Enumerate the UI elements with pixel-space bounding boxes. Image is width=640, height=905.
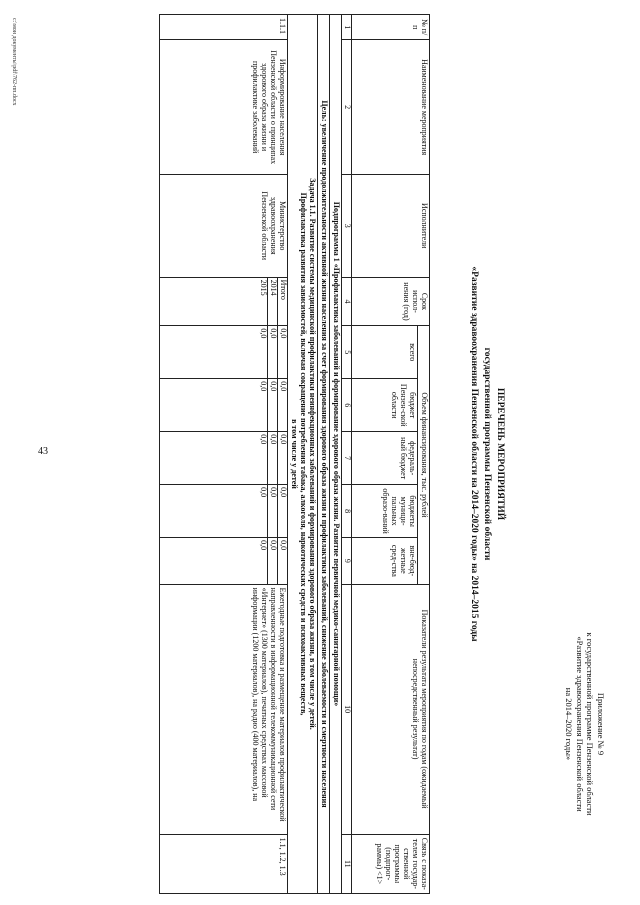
value-cell: 0,0	[277, 538, 287, 584]
value-cell: 0,0	[267, 326, 277, 378]
value-cell: 0,0	[277, 485, 287, 537]
header-name: Наименование мероприятия	[352, 40, 430, 174]
rotated-page	[0, 14, 614, 894]
header-offbudget: вне-бюд-жетные сред-ства	[352, 538, 418, 585]
value-cell: 0,0	[259, 540, 269, 551]
task-line: в том числе у детей	[290, 419, 300, 489]
row-num: 1.1.1	[160, 15, 288, 40]
header-term: Срок испол-нения (год)	[352, 277, 430, 326]
value-cell: 0,0	[259, 487, 269, 498]
subprogram-row	[330, 15, 342, 894]
task-text	[288, 15, 318, 894]
appendix-line: на 2014–2020 годы»	[564, 687, 575, 761]
appendix-line: к государственной программе Пензенской области	[585, 632, 596, 816]
heading-title: ПЕРЕЧЕНЬ МЕРОПРИЯТИЙ	[495, 387, 505, 521]
header-total: всего	[352, 326, 418, 379]
goal-row	[318, 15, 330, 894]
row-link: 1.1, 1.2, 1.3	[160, 834, 288, 893]
header-regional: бюджет Пензен-ской области	[352, 379, 418, 432]
column-number: 2	[342, 40, 352, 174]
task-row	[288, 15, 318, 894]
header-executors: Исполнители	[352, 174, 430, 277]
value-cell: 0,0	[267, 485, 277, 537]
value-cell: 0,0	[259, 381, 269, 392]
header-num: № п/п	[352, 15, 430, 40]
header-funding: Объем финансирования, тыс. рублей	[418, 326, 430, 584]
heading-subtitle: «Развитие здравоохранения Пензенской области на 2014–2020 годы» на 2014–2015 годы	[469, 266, 480, 642]
row-offbudget	[160, 538, 288, 585]
file-path-footer: c:\мои документы\pdf\762-пп.docx	[11, 18, 17, 106]
row-federal	[160, 432, 288, 485]
row-executor: Министерство здравоохранения Пензенской области	[160, 174, 288, 277]
column-number: 10	[342, 584, 352, 834]
row-total	[160, 326, 288, 379]
document-heading	[468, 14, 506, 894]
term-cell: Итого	[277, 278, 287, 326]
appendix-line: Приложение № 9	[596, 692, 606, 756]
value-cell: 0,0	[267, 379, 277, 431]
column-number: 3	[342, 174, 352, 277]
value-cell: 0,0	[259, 328, 269, 339]
row-municipal	[160, 485, 288, 538]
appendix-line: «Развитие здравоохранения Пензенской области	[574, 636, 585, 812]
row-indicator: Ежегодные подготовка и размещение материалов профилактической направленности в информационной телекоммуникационной сети «Интернет» (1300 материалов), печатных средствах массовой информации (1200 материалов), на радио (400 материалов), на	[160, 584, 288, 834]
value-cell: 0,0	[259, 434, 269, 445]
table-row	[160, 15, 288, 894]
subprogram-title: Подпрограмма 1 «Профилактика заболеваний и формирование здорового образа жизни. Развитие первичной медико-санитарной помощи»	[330, 15, 342, 894]
column-numbers-row	[342, 15, 352, 894]
row-terms	[160, 277, 288, 326]
column-number: 4	[342, 277, 352, 326]
column-number: 8	[342, 485, 352, 538]
value-cell: 0,0	[277, 432, 287, 484]
goal-text: Цель: увеличение продолжительности активной жизни населения за счет формирования здорового образа жизни и профилактики заболеваний, снижение заболеваемости и смертности населения	[318, 15, 330, 894]
column-number: 9	[342, 538, 352, 585]
appendix-note	[564, 574, 607, 874]
value-cell: 0,0	[277, 379, 287, 431]
term-cell: 2014	[267, 278, 277, 326]
header-row	[418, 15, 430, 894]
header-link: Связь с показа-телем государ-ственной программы (подпрог-раммы) <1>	[352, 834, 430, 893]
column-number: 11	[342, 834, 352, 893]
row-name: Информирование населения Пензенской области о принципах здорового образа жизни и профилактике заболеваний	[160, 40, 288, 174]
page-number: 43	[38, 446, 48, 457]
header-indicators: Показатели результата мероприятия по годам (ожидаемый непосредственный результат)	[352, 584, 430, 834]
measures-table	[159, 14, 430, 894]
task-line: Задача 1.1. Развитие системы медицинской профилактики неинфекционных заболеваний и формирования здорового образа жизни, в том числе у детей.	[308, 178, 318, 730]
row-regional	[160, 379, 288, 432]
column-number: 5	[342, 326, 352, 379]
column-number: 7	[342, 432, 352, 485]
value-cell: 0,0	[267, 538, 277, 584]
column-number: 1	[342, 15, 352, 40]
term-cell: 2015	[259, 279, 269, 296]
header-municipal: бюджеты муници-пальных образо-ваний	[352, 485, 418, 538]
value-cell: 0,0	[267, 432, 277, 484]
task-line: Профилактика развития зависимостей, включая сокращение потребления табака, алкоголя, наркотических средств и психоактивных веществ,	[299, 192, 309, 716]
heading-subtitle: государственной программы Пензенской области	[482, 347, 493, 561]
header-federal: федераль-ный бюджет	[352, 432, 418, 485]
value-cell: 0,0	[277, 326, 287, 378]
column-number: 6	[342, 379, 352, 432]
